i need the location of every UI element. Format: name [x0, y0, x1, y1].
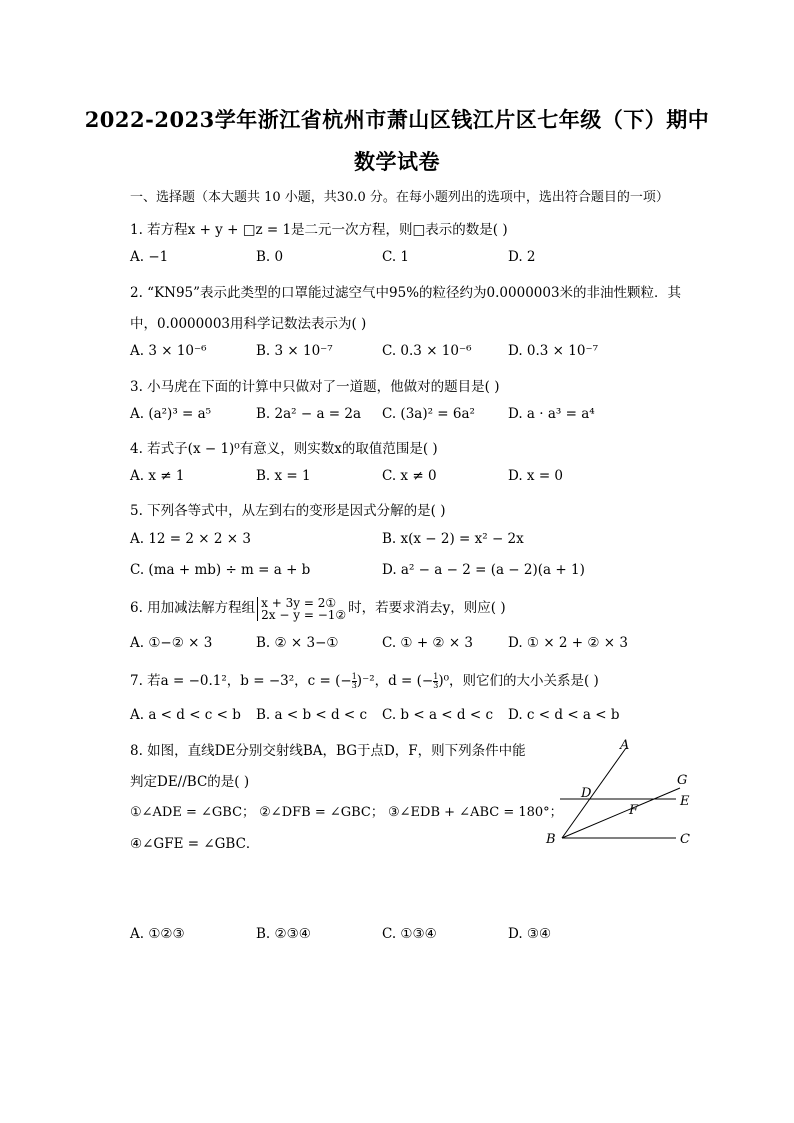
question-1-stem: 1. 若方程x + y + □z = 1是二元一次方程，则□表示的数是( ): [130, 222, 508, 238]
q5-option-b: B. x(x − 2) = x² − 2x: [382, 531, 524, 547]
question-6-stem: [130, 596, 506, 621]
label-F: F: [629, 803, 639, 818]
question-4-stem: 4. 若式子(x − 1)⁰有意义，则实数x的取值范围是( ): [130, 441, 438, 457]
q6-stem-post: 时，若要求消去y，则应( ): [348, 600, 506, 616]
q4-option-d: D. x = 0: [508, 468, 564, 484]
q8-option-d: D. ③④: [508, 926, 552, 942]
q8-option-a: A. ①②③: [130, 926, 185, 942]
q7-stem-pre: 7. 若a = −0.1²，b = −3²，c = (−: [130, 673, 352, 689]
question-7-stem: [130, 669, 599, 690]
geometry-figure: [540, 736, 700, 848]
q4-option-b: B. x = 1: [256, 468, 311, 484]
q4-option-a: A. x ≠ 1: [130, 468, 185, 484]
q8-conditions-line1: ①∠ADE = ∠GBC； ②∠DFB = ∠GBC； ③∠EDB + ∠ABC = 180°；: [130, 805, 563, 820]
q5-option-a: A. 12 = 2 × 2 × 3: [130, 531, 251, 547]
title-line-2: 数学试卷: [354, 149, 440, 174]
question-8-stem-line2: 判定DE//BC的是( ): [130, 774, 250, 790]
q2-option-c: C. 0.3 × 10⁻⁶: [382, 343, 472, 359]
q6-option-c: C. ① + ② × 3: [382, 635, 474, 651]
q5-option-d: D. a² − a − 2 = (a − 2)(a + 1): [382, 562, 585, 578]
q6-option-d: D. ① × 2 + ② × 3: [508, 635, 628, 651]
q1-option-a: A. −1: [130, 249, 169, 265]
q2-option-a: A. 3 × 10⁻⁶: [130, 343, 207, 359]
question-2-stem-line1: 2. “KN95”表示此类型的口罩能过滤空气中95%的粒径约为0.0000003米的非油性颗粒．其: [130, 285, 682, 301]
fraction-one-third: $\frac{1}{3}$: [433, 672, 439, 690]
equation-system: [257, 597, 346, 621]
q7-option-c: C. b < a < d < c: [382, 707, 494, 723]
q6-eq2: 2x − y = −1②: [261, 607, 347, 622]
q8-option-b: B. ②③④: [256, 926, 311, 942]
question-2-stem-line2: 中，0.0000003用科学记数法表示为( ): [130, 316, 367, 332]
q1-option-d: D. 2: [508, 249, 536, 265]
q3-option-d: D. a · a³ = a⁴: [508, 406, 595, 422]
q7-stem-post: )⁰，则它们的大小关系是( ): [438, 673, 599, 689]
q1-option-c: C. 1: [382, 249, 410, 265]
q6-option-b: B. ② × 3−①: [256, 635, 339, 651]
section-heading: 一、选择题（本大题共 10 小题，共30.0 分。在每小题列出的选项中，选出符合题目的一项）: [130, 190, 669, 205]
question-8-stem-line1: 8. 如图，直线DE分别交射线BA，BG于点D，F，则下列条件中能: [130, 743, 526, 759]
question-5-stem: 5. 下列各等式中，从左到右的变形是因式分解的是( ): [130, 503, 446, 519]
q4-option-c: C. x ≠ 0: [382, 468, 437, 484]
label-C: C: [680, 832, 690, 847]
q6-eq1: x + 3y = 2①: [261, 595, 337, 610]
q7-option-b: B. a < b < d < c: [256, 707, 368, 723]
q8-conditions-line2: ④∠GFE = ∠GBC．: [130, 836, 260, 852]
q3-option-b: B. 2a² − a = 2a: [256, 406, 362, 422]
q8-option-c: C. ①③④: [382, 926, 437, 942]
label-G: G: [677, 773, 688, 788]
q2-option-b: B. 3 × 10⁻⁷: [256, 343, 333, 359]
question-3-stem: 3. 小马虎在下面的计算中只做对了一道题，他做对的题目是( ): [130, 379, 500, 395]
q6-stem-pre: 6. 用加减法解方程组: [130, 600, 256, 616]
q7-option-a: A. a < d < c < b: [130, 707, 241, 723]
q7-option-d: D. c < d < a < b: [508, 707, 620, 723]
q7-stem-mid: )⁻²，d = (−: [356, 673, 434, 689]
q3-option-a: A. (a²)³ = a⁵: [130, 406, 212, 422]
q5-option-c: C. (ma + mb) ÷ m = a + b: [130, 562, 311, 578]
q1-option-b: B. 0: [256, 249, 284, 265]
q6-option-a: A. ①−② × 3: [130, 635, 213, 651]
q3-option-c: C. (3a)² = 6a²: [382, 406, 475, 422]
label-B: B: [546, 832, 556, 847]
fraction-one-third: $\frac{1}{3}$: [351, 672, 357, 690]
q2-option-d: D. 0.3 × 10⁻⁷: [508, 343, 599, 359]
label-A: A: [620, 738, 630, 753]
label-D: D: [581, 786, 592, 801]
title-line-1: 2022-2023学年浙江省杭州市萧山区钱江片区七年级（下）期中: [84, 107, 710, 132]
label-E: E: [680, 794, 690, 809]
